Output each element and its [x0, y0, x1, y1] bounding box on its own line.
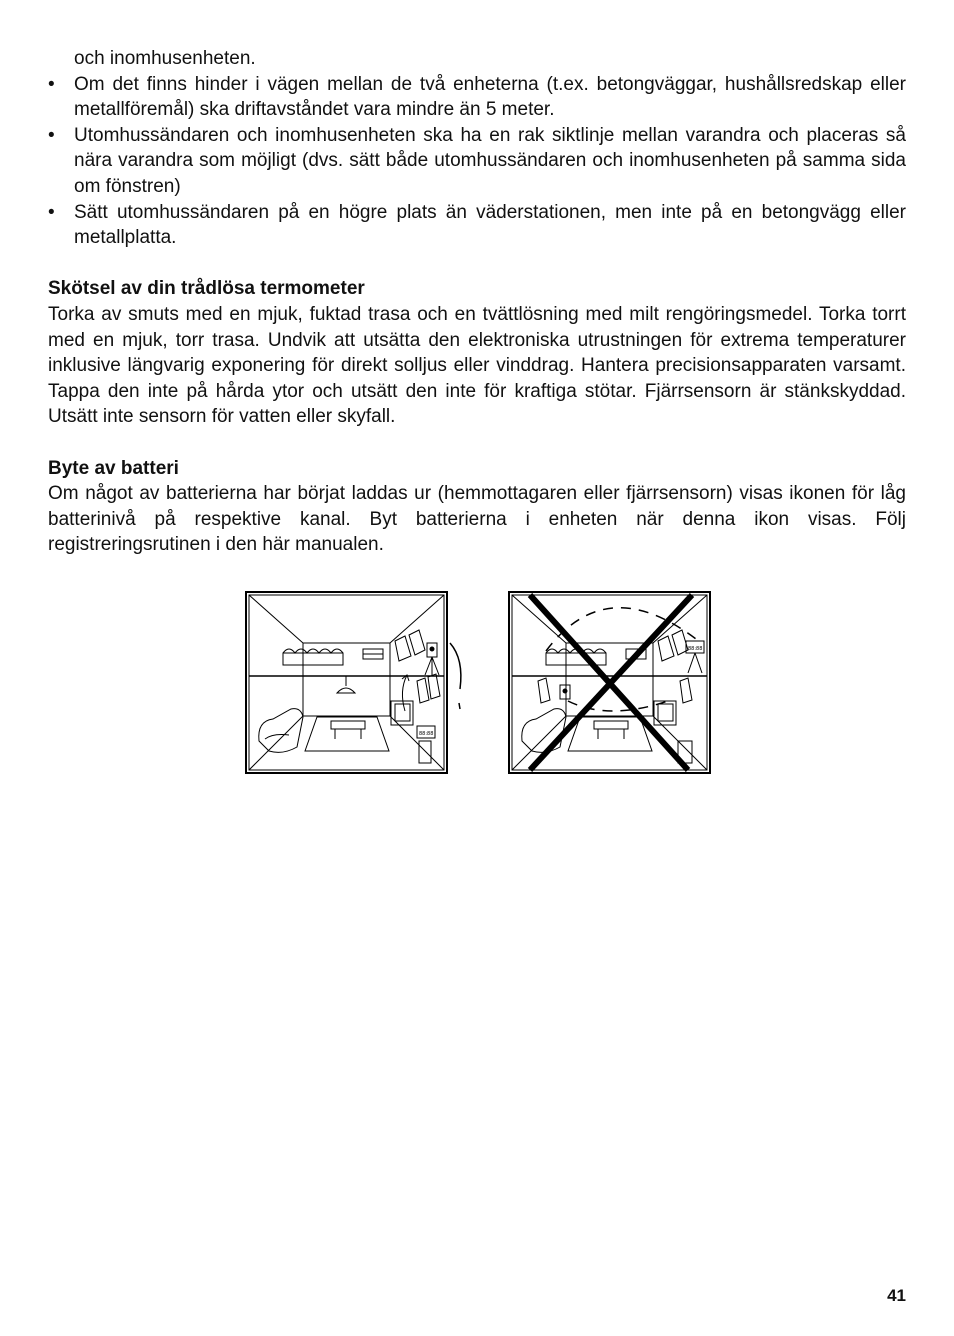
- bullet-text: Sätt utomhussändaren på en högre plats än väderstationen, men inte på en betongvägg eller metallplatta.: [74, 201, 906, 249]
- bullet-item: [48, 123, 906, 200]
- bullet-text: Om det finns hinder i vägen mellan de två enheterna (t.ex. betongväggar, hushållsredskap eller metallföremål) ska driftavståndet vara mindre än 5 meter.: [74, 73, 906, 121]
- continuation-text: och inomhusenheten.: [74, 48, 256, 69]
- page-number: 41: [887, 1286, 906, 1305]
- svg-text:88:88: 88:88: [688, 646, 703, 652]
- care-paragraph: Torka av smuts med en mjuk, fuktad trasa och en tvättlösning med milt rengöringsmedel. Torka torrt med en mjuk, torr trasa. Undvik att utsätta den elektroniska utrustningen för extrema temperaturer inklusive längvarig exponering för direkt solljus eller vinddrag. Hantera precisionsapparaten varsamt. Tappa den inte på hårda ytor och utsätt den inte för kraftiga stötar. Fjärrsensorn är stänkskyddad. Utsätt inte sensorn för vatten eller skyfall.: [48, 303, 906, 428]
- house-placement-correct-illustration: [245, 591, 448, 774]
- document-page: [48, 46, 906, 558]
- battery-paragraph: Om något av batterierna har börjat laddas ur (hemmottagaren eller fjärrsensorn) visas ikonen för låg batterinivå på respektive kanal. Byt batterierna i enheten när denna ikon visas. Följ registreringsrutinen i den här manualen.: [48, 483, 906, 556]
- bullet-icon: •: [48, 73, 55, 95]
- bullet-text: Utomhussändaren och inomhusenheten ska ha en rak siktlinje mellan varandra och placeras så nära varandra som möjligt (dvs. sätt både utomhussändaren och inomhusenheten på samma sida om fönstren): [74, 124, 906, 197]
- house-placement-incorrect-illustration: [508, 591, 711, 774]
- bullet-item: [48, 200, 906, 251]
- bullet-icon: •: [48, 201, 55, 223]
- bullet-item: [48, 72, 906, 123]
- battery-heading: Byte av batteri: [48, 457, 179, 479]
- care-heading: Skötsel av din trådlösa termometer: [48, 278, 365, 300]
- placement-bullet-list: [48, 72, 906, 251]
- svg-text:88:88: 88:88: [419, 731, 434, 737]
- bullet-icon: •: [48, 124, 55, 146]
- placement-figures: [245, 591, 711, 775]
